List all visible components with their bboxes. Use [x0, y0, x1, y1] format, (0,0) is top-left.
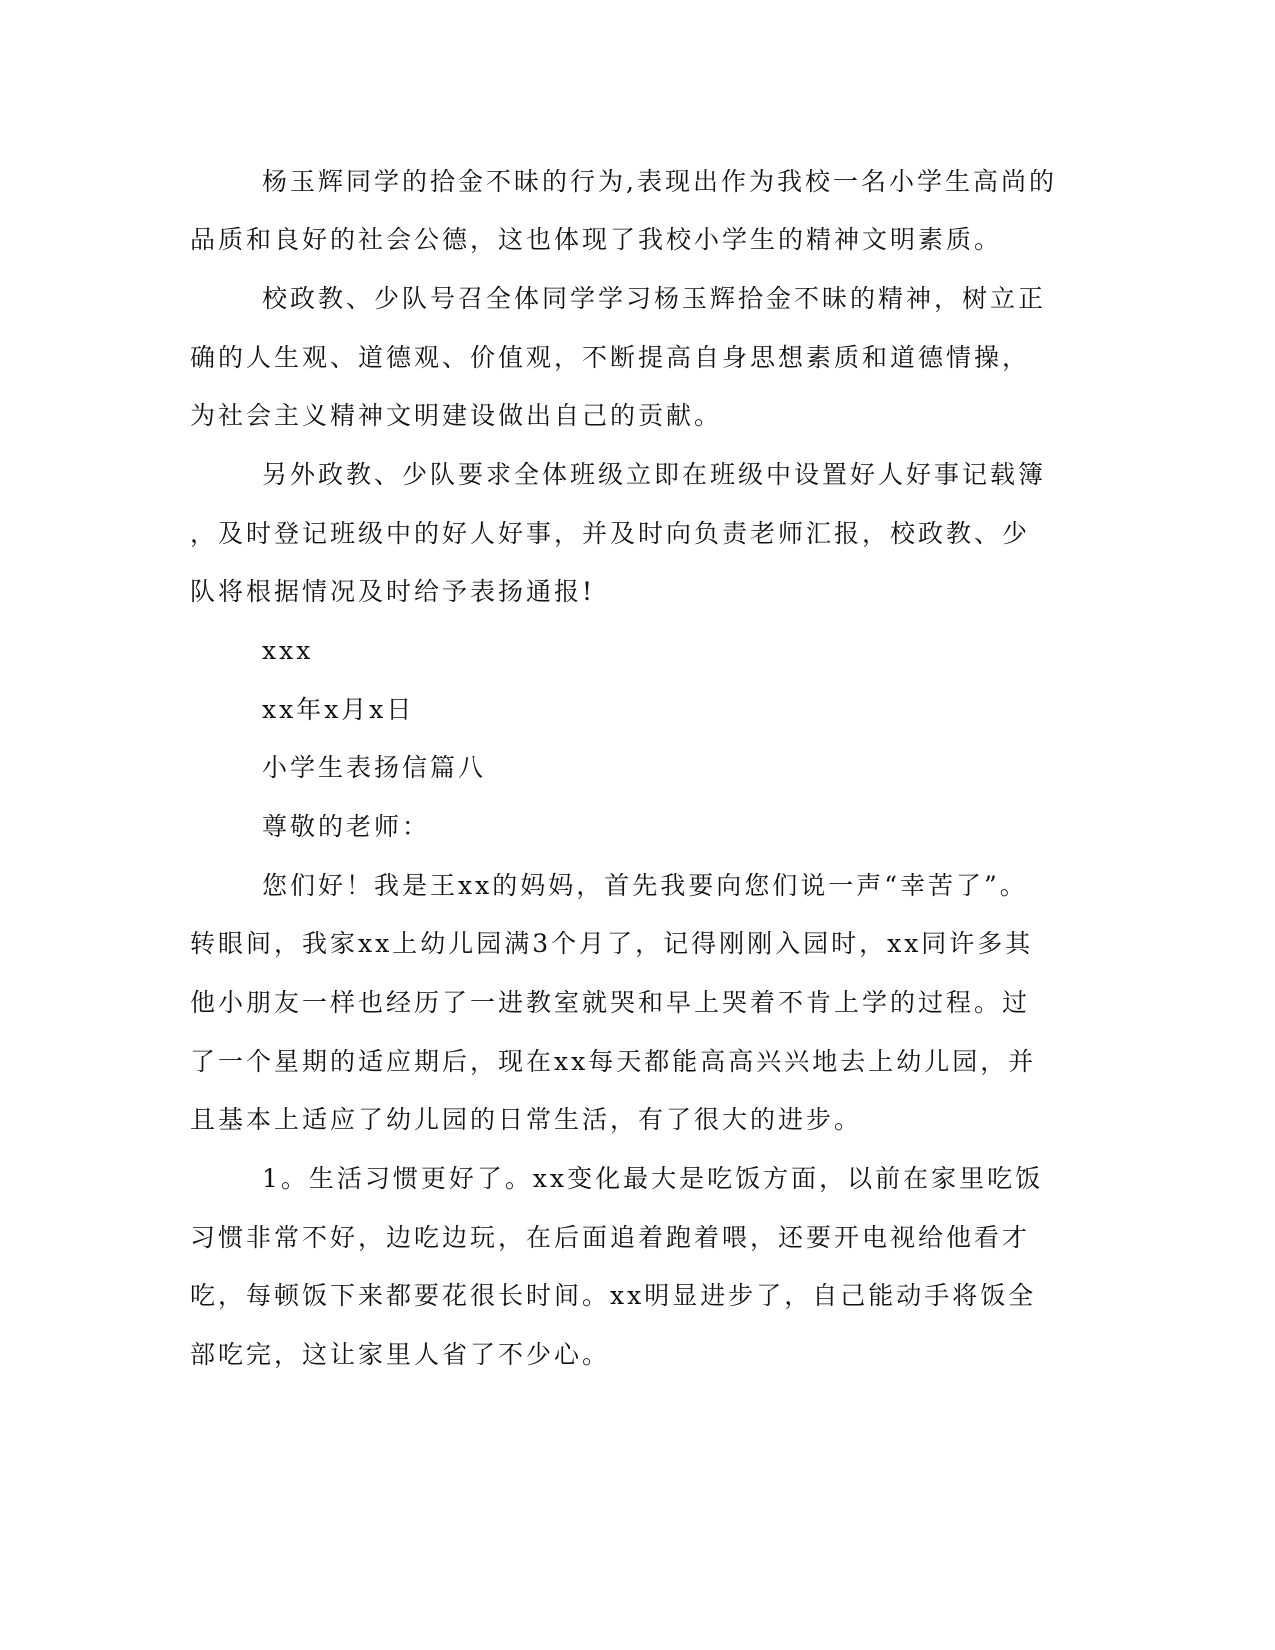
paragraph-line: 杨玉辉同学的拾金不昧的行为,表现出作为我校一名小学生高尚的	[262, 167, 1057, 196]
paragraph-line: 部吃完，这让家里人省了不少心。	[190, 1340, 611, 1369]
paragraph-line: 1。生活习惯更好了。xx变化最大是吃饭方面，以前在家里吃饭	[262, 1164, 1044, 1193]
paragraph-line: 校政教、少队号召全体同学学习杨玉辉拾金不昧的精神，树立正	[262, 284, 1047, 313]
salutation: 尊敬的老师：	[262, 812, 431, 841]
paragraph-line: 他小朋友一样也经历了一进教室就哭和早上哭着不肯上学的过程。过	[190, 988, 1031, 1017]
paragraph-line: 队将根据情况及时给予表扬通报!	[190, 577, 596, 606]
paragraph-line: 另外政教、少队要求全体班级立即在班级中设置好人好事记载簿	[262, 460, 1047, 489]
paragraph-line: 吃，每顿饭下来都要花很长时间。xx明显进步了，自己能动手将饭全	[190, 1281, 1037, 1310]
signature-name: xxx	[262, 636, 314, 665]
paragraph-line: 您们好！我是王xx的妈妈，首先我要向您们说一声“幸苦了”。	[262, 871, 1028, 900]
paragraph-line: ，及时登记班级中的好人好事，并及时向负责老师汇报，校政教、少	[190, 519, 1031, 548]
paragraph-line: 习惯非常不好，边吃边玩，在后面追着跑着喂，还要开电视给他看才	[190, 1223, 1031, 1252]
section-title: 小学生表扬信篇八	[262, 753, 487, 782]
signature-date: xx年x月x日	[262, 695, 415, 724]
paragraph-line: 为社会主义精神文明建设做出自己的贡献。	[190, 401, 723, 430]
paragraph-line: 且基本上适应了幼儿园的日常生活，有了很大的进步。	[190, 1105, 863, 1134]
paragraph-line: 转眼间，我家xx上幼儿园满3个月了，记得刚刚入园时，xx同许多其	[190, 929, 1034, 958]
paragraph-line: 品质和良好的社会公德，这也体现了我校小学生的精神文明素质。	[190, 225, 1003, 254]
paragraph-line: 确的人生观、道德观、价值观，不断提高自身思想素质和道德情操，	[190, 343, 1031, 372]
paragraph-line: 了一个星期的适应期后，现在xx每天都能高高兴兴地去上幼儿园，并	[190, 1047, 1037, 1076]
